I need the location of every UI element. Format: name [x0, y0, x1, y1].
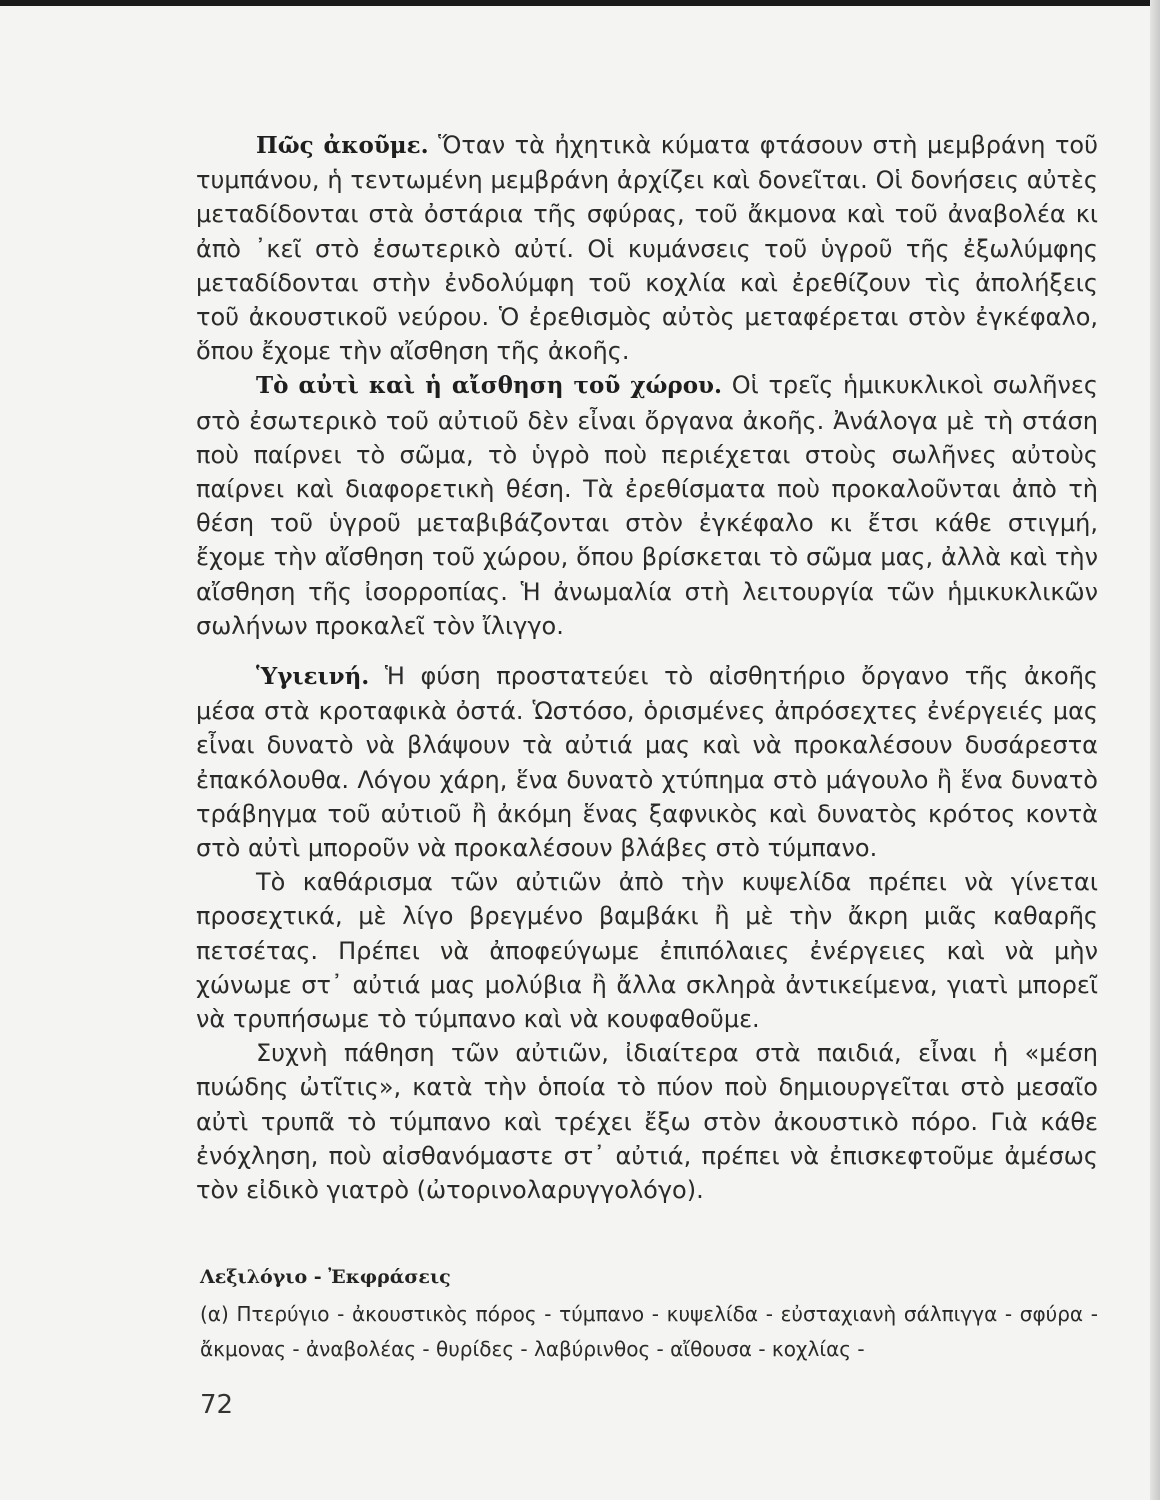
text-how-we-hear: Ὅταν τὰ ἠχητικὰ κύματα φτάσουν στὴ μεμβράνη τοῦ τυμπάνου, ἡ τεντωμένη μεμβράνη ἀρχίζει καὶ δονεῖται. Οἱ δονήσεις αὐτὲς μεταδίδονται στὰ ὀστάρια τῆς σφύρας, τοῦ ἄκμονα καὶ τοῦ ἀναβολέα κι ἀπὸ ᾽κεῖ στὸ ἐσωτερικὸ αὐτί. Οἱ κυμάνσεις τοῦ ὑγροῦ τῆς ἐξωλύμφης μεταδίδονται στὴν ἐνδολύμφη τοῦ κοχλία καὶ ἐρεθίζουν τὶς ἀπολήξεις τοῦ ἀκουστικοῦ νεύρου. Ὁ ἐρεθισμὸς αὐτὸς μεταφέρεται στὸν ἐγκέφαλο, ὅπου ἔχομε τὴν αἴσθηση τῆς ἀκοῆς. — [196, 131, 1098, 366]
paragraph-otitis: Συχνὴ πάθηση τῶν αὐτιῶν, ἰδιαίτερα στὰ παιδιά, εἶναι ἡ «μέση πυώδης ὠτῖτις», κατὰ τὴν ὁποία τὸ πύον ποὺ δημιουργεῖται στὸ μεσαῖο αὐτὶ τρυπᾶ τὸ τύμπανο καὶ τρέχει ἔξω στὸν ἀκουστικὸ πόρο. Γιὰ κάθε ἐνόχληση, ποὺ αἰσθανόμαστε στ᾽ αὐτιά, πρέπει νὰ ἐπισκεφτοῦμε ἀμέσως τὸν εἰδικὸ γιατρὸ (ὠτορινολαρυγγολόγο). — [196, 1039, 1098, 1205]
heading-how-we-hear: Πῶς ἀκοῦμε. — [256, 132, 429, 159]
body-text — [196, 128, 1098, 1207]
paragraph-ear-and-space — [196, 368, 1098, 643]
paragraph-hygiene — [196, 659, 1098, 865]
vocabulary-item-a: (α) Πτερύγιο - ἀκουστικὸς πόρος - τύμπανο - κυψελίδα - εὐσταχιανὴ σάλπιγγα - σφύρα - ἄκμονας - ἀναβολέας - θυρίδες - λαβύρινθος - αἴθουσα - κοχλίας - — [200, 1302, 1098, 1361]
text-ear-and-space: Οἱ τρεῖς ἡμικυκλικοὶ σωλῆνες στὸ ἐσωτερικὸ τοῦ αὐτιοῦ δὲν εἶναι ὄργανα ἀκοῆς. Ἀνάλογα μὲ τὴ στάση ποὺ παίρνει τὸ σῶμα, τὸ ὑγρὸ ποὺ περιέχεται στοὺς σωλῆνες αὐτοὺς παίρνει καὶ διαφορετικὴ θέση. Τὰ ἐρεθίσματα ποὺ προκαλοῦνται ἀπὸ τὴ θέση τοῦ ὑγροῦ μεταβιβάζονται στὸν ἐγκέφαλο κι ἔτσι κάθε στιγμή, ἔχομε τὴν αἴσθηση τοῦ χώρου, ὅπου βρίσκεται τὸ σῶμα μας, ἀλλὰ καὶ τὴν αἴσθηση τῆς ἰσορροπίας. Ἡ ἀνωμαλία στὴ λειτουργία τῶν ἡμικυκλικῶν σωλήνων προκαλεῖ τὸν ἴλιγγο. — [196, 371, 1098, 640]
vocabulary-title: Λεξιλόγιο - Ἐκφράσεις — [200, 1266, 451, 1288]
page-number: 72 — [200, 1390, 234, 1420]
paragraph-how-we-hear — [196, 128, 1098, 368]
text-hygiene: Ἡ φύση προστατεύει τὸ αἰσθητήριο ὄργανο τῆς ἀκοῆς μέσα στὰ κροταφικὰ ὀστά. Ὡστόσο, ὁρισμένες ἀπρόσεχτες ἐνέργειές μας εἶναι δυνατὸ νὰ βλάψουν τὰ αὐτιά μας καὶ νὰ προκαλέσουν δυσάρεστα ἐπακόλουθα. Λόγου χάρη, ἕνα δυνατὸ χτύπημα στὸ μάγουλο ἢ ἕνα δυνατὸ τράβηγμα τοῦ αὐτιοῦ ἢ ἀκόμη ἕνας ξαφνικὸς καὶ δυνατὸς κρότος κοντὰ στὸ αὐτὶ μποροῦν νὰ προκαλέσουν βλάβες στὸ τύμπανο. — [196, 662, 1098, 863]
paragraph-cleaning: Τὸ καθάρισμα τῶν αὐτιῶν ἀπὸ τὴν κυψελίδα πρέπει νὰ γίνεται προσεχτικά, μὲ λίγο βρεγμένο βαμβάκι ἢ μὲ τὴν ἄκρη μιᾶς καθαρῆς πετσέτας. Πρέπει νὰ ἀποφεύγωμε ἐπιπόλαιες ἐνέργειες καὶ νὰ μὴν χώνωμε στ᾽ αὐτιά μας μολύβια ἢ ἄλλα σκληρὰ ἀντικείμενα, γιατὶ μπορεῖ νὰ τρυπήσωμε τὸ τύμπανο καὶ νὰ κουφαθοῦμε. — [196, 868, 1098, 1034]
scan-top-edge — [0, 0, 1160, 6]
scan-right-edge — [1150, 0, 1160, 1500]
heading-ear-and-space: Τὸ αὐτὶ καὶ ἡ αἴσθηση τοῦ χώρου. — [256, 372, 723, 400]
heading-hygiene: Ὑγιεινή. — [256, 663, 370, 691]
